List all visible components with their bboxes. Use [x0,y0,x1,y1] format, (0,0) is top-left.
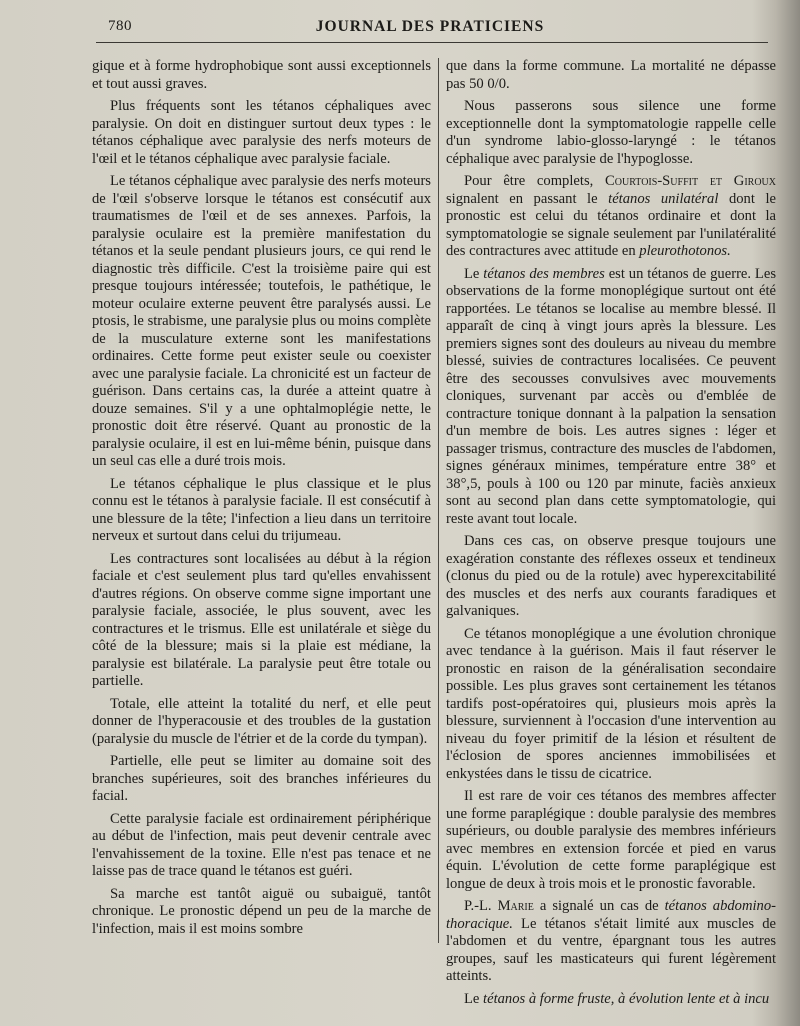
right-column [446,58,776,1013]
paragraph [446,173,776,261]
paragraph: Cette paralysie faciale est ordinairement périphérique au début de l'infection, mais peut devenir centrale avec l'envahissement de la toxine. Elle n'est pas tenace et ne laisse pas de trace quand le tétanos est guéri. [92,810,431,879]
paragraph: Le tétanos céphalique avec paralysie des nerfs moteurs de l'œil s'observe lorsque le tétanos est consécutif aux traumatismes de l'œil et de ses annexes. Parfois, la paralysie oculaire est la première manifestation du tétanos et la seule pendant plusieurs jours, ce qui rend le diagnostic très difficile. C'est la troisième paire qui est presque toujours intéressée; toutefois, le pathétique, le moteur oculaire externe peuvent être paralysés aussi. Le ptosis, le strabisme, une paralysie plus ou moins complète de la musculature externe sont les manifestations ordinaires. Cette forme peut exister seule ou coexister avec une paralysie faciale. La chronicité est un facteur de guérison. Dans certains cas, la durée a atteint quatre à douze semaines. S'il y a une ophtalmoplégie nette, le pronostic doit être réservé. Quant au pronostic de la paralysie oculaire, il est en lui-même bénin, puisque dans un seul cas elle a duré trois mois. [92,173,431,469]
paragraph: Totale, elle atteint la totalité du nerf, et elle peut donner de l'hyperacousie et des troubles de la gustation (paralysie du muscle de l'étrier et de la corde du tympan). [92,695,431,747]
paragraph: que dans la forme commune. La mortalité ne dépasse pas 50 0/0. [446,58,776,92]
author-name: Marie [497,898,534,914]
paragraph: Ce tétanos monoplégique a une évolution chronique avec tendance à la guérison. Mais il faut réserver le pronostic en raison de la généralisation secondaire possible. Les plus graves sont certainement les tétanos tardifs post-opératoires qui, plusieurs mois après la blessure, surviennent à l'occasion d'une intervention au niveau du foyer primitif de la lésion et résultent de l'éclosion de spores anciennes immobilisées et enkystées dans le tissu de cicatrice. [446,625,776,782]
paragraph: Sa marche est tantôt aiguë ou subaiguë, tantôt chronique. Le pronostic dépend un peu de la marche de l'infection, mais il est moins sombre [92,885,431,937]
left-column [92,58,431,943]
paragraph: Les contractures sont localisées au début à la région faciale et c'est seulement plus tard qu'elles envahissent d'autres régions. On observe comme signe important une paralysie faciale, associée, le plus souvent, avec les contractures et le trismus. Elle est unilatérale et siège du côté de la blessure; mais si la plaie est médiane, la paralysie est bilatérale. La paralysie peut être totale ou partielle. [92,550,431,689]
term-italic: pleurothotonos. [639,243,731,259]
text-run: Le tétanos s'était limité aux muscles de l'abdomen et du ventre, épargnant tous les autres groupes, sauf les masticateurs qui furent légèrement atteints. [446,915,776,984]
text-run: est un tétanos de guerre. Les observations de la forme monoplégique surtout ont été rapportées. Le tétanos se localise au membre blessé. Il apparaît de cinq à vingt jours après la blessure. Les premiers signes sont des douleurs au niveau du membre blessé, suivies de contractures localisées. Ce peuvent être des secousses convulsives avec mouvements cloniques, survenant par accès ou d'emblée de contracture tonique donnant à la palpation la sensation d'un membre de bois. Les autres signes : léger et passager trismus, contracture des muscles de l'abdomen, signes généraux minimes, température entre 38° et 38°,5, pouls à 100 ou 120 par minute, faciès anxieux sont au second plan dans cette symptomatologie, qui reste avant tout locale. [446,265,777,527]
paragraph [446,266,776,529]
paragraph: Le tétanos céphalique le plus classique et le plus connu est le tétanos à paralysie faciale. Il est consécutif à une blessure de la tête; l'infection a lieu dans un territoire nerveux et surtout dans celui du trijumeau. [92,475,431,544]
paragraph: Nous passerons sous silence une forme exceptionnelle dont la symptomatologie rappelle celle d'un syndrome labio-glosso-laryngé : le tétanos céphalique avec paralysie de l'hypoglosse. [446,98,776,167]
paragraph [446,898,776,986]
text-run: Le [464,265,484,282]
paragraph: Plus fréquents sont les tétanos céphaliques avec paralysie. On doit en distinguer surtout deux types : le tétanos céphalique avec paralysie des nerfs moteurs de l'œil et le tétanos céphalique avec paralysie faciale. [92,98,431,167]
author-names: Courtois-Suffit et Giroux [605,173,776,189]
term-italic: tétanos abdomino-thoracique. [446,898,777,932]
journal-title: JOURNAL DES PRATICIENS [315,18,545,35]
term-italic: tétanos à forme fruste, à évolution lente et à incu [483,990,770,1007]
paragraph: Partielle, elle peut se limiter au domaine soit des branches supérieures, soit des branches inférieures du facial. [92,753,431,804]
paragraph: gique et à forme hydrophobique sont aussi exceptionnels et tout aussi graves. [92,58,431,92]
paragraph: Il est rare de voir ces tétanos des membres affecter une forme paraplégique : double paralysie des membres supérieurs, ou double paralysie des membres inférieurs avec membres en extension forcée et pied en varus équin. L'évolution de cette forme paraplégique est longue de deux à trois mois et le pronostic favorable. [446,788,776,892]
running-head [96,16,764,36]
text-run: P.-L. [464,898,498,914]
term-italic: tétanos unilatéral [608,190,719,207]
header-rule [96,42,768,43]
term-italic: tétanos des membres [483,265,605,282]
paragraph: Dans ces cas, on observe presque toujours une exagération constante des réflexes osseux et tendineux (clonus du pied ou de la rotule) avec hyperexcitabilité des muscles et des nerfs aux courants faradiques et galvaniques. [446,533,776,619]
paragraph [446,991,776,1009]
text-run: Le [464,990,484,1007]
text-run: dont le pronostic est celui du tétanos ordinaire et dont la symptomatologie se signale seulement par l'unilatéralité des contractures avec attitude en [446,190,776,259]
text-run: signalent en passant le [446,190,609,207]
column-divider [438,58,439,943]
page-number: 780 [108,18,132,34]
text-run: a signalé un cas de [533,898,665,914]
text-run: Pour être complets, [464,173,606,189]
